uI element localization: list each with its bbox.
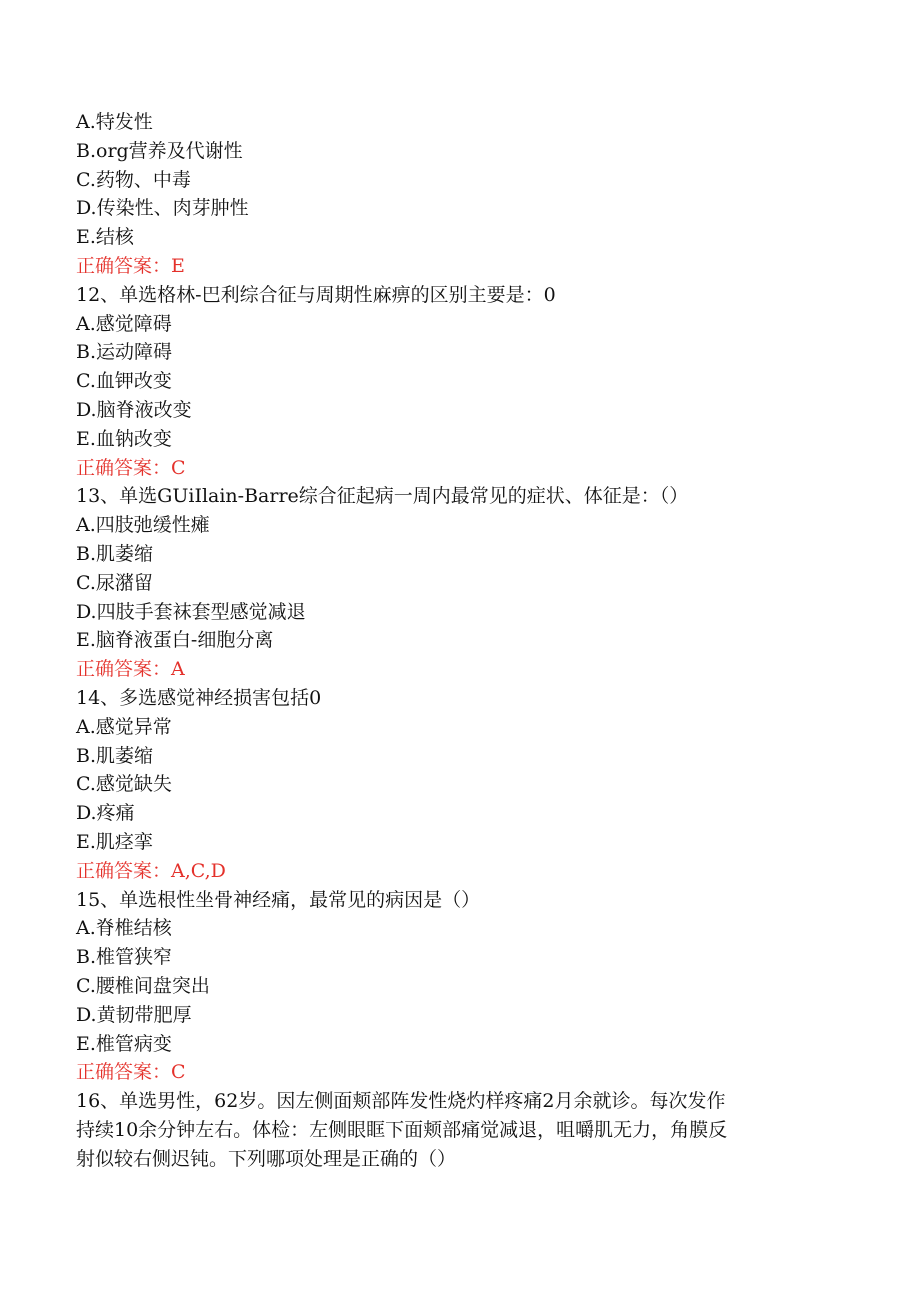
answer-value: C (171, 1061, 186, 1084)
q12-option-c: C.血钾改变 (76, 370, 172, 393)
answer-label: 正确答案： (76, 1061, 172, 1084)
q15-option-e: E.椎管病变 (76, 1032, 172, 1055)
q16-stem-line-2: 持续10余分钟左右。体检：左侧眼眶下面颊部痛觉减退，咀嚼肌无力，角膜反 (76, 1118, 728, 1141)
q12-option-e: E.血钠改变 (76, 427, 172, 450)
q14-answer (76, 857, 836, 886)
q14-option-d: D.疼痛 (76, 802, 135, 825)
q11-answer (76, 252, 836, 281)
answer-label: 正确答案： (76, 254, 172, 277)
q11-option-c: C.药物、中毒 (76, 168, 191, 191)
q15-option-d: D.黄韧带肥厚 (76, 1003, 192, 1026)
q14-option-c: C.感觉缺失 (76, 773, 172, 796)
q13-option-d: D.四肢手套袜套型感觉减退 (76, 600, 306, 623)
q11-option-b: B.org营养及代谢性 (76, 139, 243, 162)
q13-stem: 13、单选GUiIlain-Barre综合征起病一周内最常见的症状、体征是：（） (76, 485, 689, 508)
answer-label: 正确答案： (76, 658, 172, 681)
q12-option-a: A.感觉障碍 (76, 312, 172, 335)
q15-stem: 15、单选根性坐骨神经痛，最常见的病因是（） (76, 888, 481, 911)
answer-value: A,C,D (171, 859, 226, 882)
q12-option-b: B.运动障碍 (76, 341, 173, 364)
q14-stem: 14、多选感觉神经损害包括0 (76, 686, 322, 709)
q13-option-a: A.四肢弛缓性瘫 (76, 514, 210, 537)
answer-label: 正确答案： (76, 456, 172, 479)
q15-answer (76, 1058, 836, 1087)
answer-value: A (171, 658, 185, 681)
q15-option-c: C.腰椎间盘突出 (76, 974, 210, 997)
q14-option-e: E.肌痉挛 (76, 830, 153, 853)
answer-value: C (171, 456, 186, 479)
q13-option-e: E.脑脊液蛋白-细胞分离 (76, 629, 274, 652)
q14-option-a: A.感觉异常 (76, 715, 172, 738)
q12-option-d: D.脑脊液改变 (76, 398, 192, 421)
document-page (76, 108, 836, 1173)
q14-option-b: B.肌萎缩 (76, 744, 154, 767)
q12-answer (76, 454, 836, 483)
q11-option-a: A.特发性 (76, 111, 153, 133)
q12-stem: 12、单选格林-巴利综合征与周期性麻痹的区别主要是：0 (76, 283, 556, 306)
answer-label: 正确答案： (76, 859, 172, 882)
q15-option-b: B.椎管狭窄 (76, 946, 173, 969)
q16-stem-line-3: 射似较右侧迟钝。下列哪项处理是正确的（） (76, 1147, 457, 1170)
q13-option-b: B.肌萎缩 (76, 542, 154, 565)
q11-option-d: D.传染性、肉芽肿性 (76, 197, 249, 220)
q13-option-c: C.尿潴留 (76, 571, 153, 594)
q11-option-e: E.结核 (76, 226, 134, 249)
q16-stem-line-1: 16、单选男性，62岁。因左侧面颊部阵发性烧灼样疼痛2月余就诊。每次发作 (76, 1090, 726, 1113)
q13-answer (76, 655, 836, 684)
q15-option-a: A.脊椎结核 (76, 917, 172, 940)
answer-value: E (171, 254, 185, 277)
